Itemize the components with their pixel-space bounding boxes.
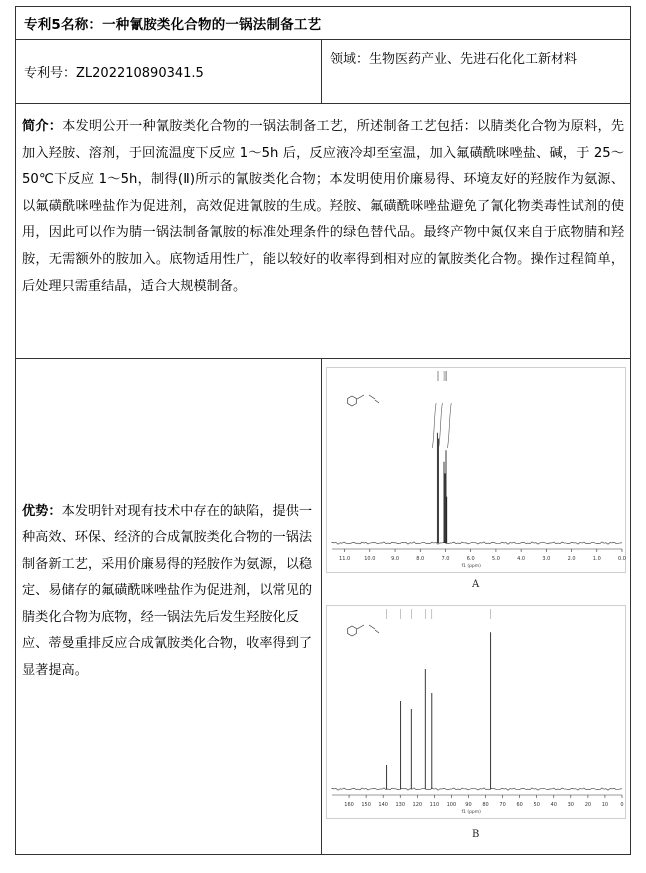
patent-card: [15, 6, 630, 855]
patent-field: 领域：生物医药产业、先进石化化工新材料: [322, 40, 631, 104]
x-tick-label: 8.0: [416, 556, 425, 562]
spectra-figure: [322, 359, 631, 855]
x-tick-label: 100: [446, 802, 457, 808]
x-tick-label: 3.0: [542, 556, 551, 562]
plot-frame: [327, 368, 626, 573]
structure-sketch: [348, 625, 379, 636]
x-tick-label: 160: [344, 802, 354, 808]
integral-curve-1: [432, 403, 436, 448]
x-tick-label: 30: [567, 802, 575, 808]
plot-frame: [327, 606, 626, 819]
x-tick-label: 80: [482, 802, 489, 808]
x-axis-title: f1 (ppm): [461, 810, 481, 815]
x-tick-label: 9.0: [391, 556, 400, 562]
integral-curve-2: [438, 403, 442, 448]
x-tick-label: 70: [499, 802, 506, 808]
x-tick-label: 120: [412, 802, 423, 808]
x-tick-label: 6.0: [466, 556, 475, 562]
x-tick-label: 20: [584, 802, 592, 808]
baseline-trace: [332, 788, 622, 790]
x-tick-label: 110: [429, 802, 440, 808]
x-tick-label: 60: [516, 802, 523, 808]
x-tick-label: 5.0: [491, 556, 500, 562]
c-nmr-spectrum: [326, 605, 626, 819]
x-tick-label: 10: [601, 802, 609, 808]
x-tick-label: 140: [378, 802, 388, 808]
advantage-text: 本发明针对现有技术中存在的缺陷，提供一种高效、环保、经济的合成氰胺类化合物的一锅法制备新工艺，采用价廉易得的羟胺作为氨源，以稳定、易储存的氟磺酰咪唑盐作为促进剂，以常见的腈类化合物为底物，经一锅法先后发生羟胺化反应、蒂曼重排反应合成氰胺类化合物，收率得到了显著提高。: [22, 503, 313, 678]
x-tick-label: 130: [395, 802, 406, 808]
advantage-section: [16, 359, 322, 855]
x-tick-label: 11.0: [339, 556, 351, 562]
x-tick-label: 7.0: [441, 556, 450, 562]
x-tick-label: 0.0: [618, 556, 626, 562]
summary-text: 本发明公开一种氰胺类化合物的一锅法制备工艺，所述制备工艺包括：以腈类化合物为原料，先加入羟胺、溶剂，于回流温度下反应 1～5h 后，反应液冷却至室温，加入氟磺酰咪唑盐、碱，于 25～50℃下反应 1～5h，制得(Ⅱ)所示的氰胺类化合物；本发明使用价廉易得、环境友好的羟胺作为氨源、以氟磺酰咪唑盐作为促进剂，高效促进氰胺的生成。羟胺、氟磺酰咪唑盐避免了氰化物类毒性试剂的使用，因此可以作为腈一锅法制备氰胺的标准处理条件的绿色替代品。最终产物中氮仅来自于底物腈和羟胺，无需额外的胺加入。底物适用性广，能以较好的收率得到相对应的氰胺类化合物。操作过程简单，后处理只需重结晶，适合大规模制备。: [22, 119, 625, 294]
x-tick-label: 2.0: [567, 556, 576, 562]
patent-number: 专利号：ZL202210890341.5: [16, 40, 322, 104]
x-tick-label: 4.0: [517, 556, 526, 562]
x-tick-label: 1.0: [592, 556, 601, 562]
x-axis-title: f1 (ppm): [461, 564, 481, 569]
summary-section: [16, 104, 631, 359]
h-nmr-plot: [326, 367, 626, 573]
figure-label-b: B: [472, 829, 480, 840]
baseline-trace: [332, 542, 622, 544]
patent-table: [15, 6, 631, 855]
x-tick-label: 0: [620, 802, 624, 808]
h-nmr-spectrum: [326, 367, 626, 573]
x-tick-label: 10.0: [364, 556, 376, 562]
patent-title: 专利5名称：一种氰胺类化合物的一锅法制备工艺: [16, 7, 631, 40]
x-tick-label: 90: [465, 802, 472, 808]
structure-sketch: [348, 395, 379, 406]
figure-label-a: A: [472, 579, 480, 590]
integral-curve-3: [447, 403, 451, 448]
x-tick-label: 50: [533, 802, 540, 808]
summary-label: 简介：: [22, 119, 63, 134]
advantage-label: 优势：: [22, 503, 62, 519]
c-nmr-plot: [326, 605, 626, 819]
x-tick-label: 40: [550, 802, 557, 808]
x-tick-label: 150: [361, 802, 371, 808]
